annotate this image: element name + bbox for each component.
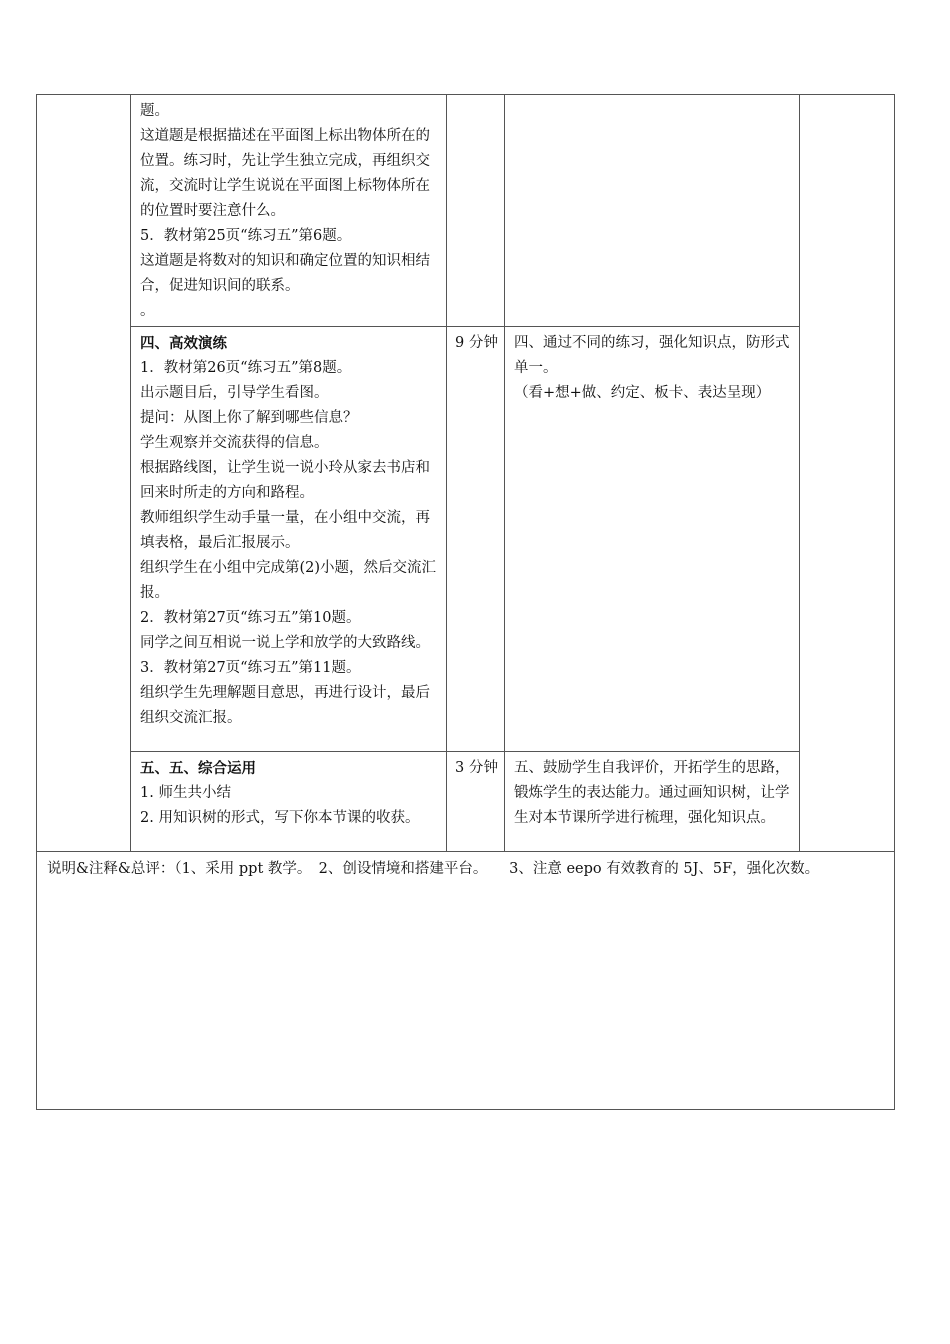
- process-line: 2. 用知识树的形式，写下你本节课的收获。: [140, 810, 420, 826]
- process-line: 。: [140, 303, 155, 319]
- process-line: 出示题目后，引导学生看图。: [140, 385, 329, 401]
- process-line: 2．教材第27页“练习五”第10题。: [140, 610, 361, 626]
- process-line: 这道题是将数对的知识和确定位置的知识相结合，促进知识间的联系。: [140, 253, 430, 294]
- section-title: 四、高效演练: [140, 335, 227, 352]
- table-row: [37, 95, 895, 327]
- intent-cell: [505, 95, 800, 327]
- intent-line: 四、通过不同的练习，强化知识点，防形式单一。: [514, 335, 790, 376]
- process-cell: [131, 752, 447, 852]
- section-title: 五、五、综合运用: [140, 760, 256, 777]
- process-cell: [131, 95, 447, 327]
- note-row: [37, 852, 895, 1110]
- intent-line: （看+想+做、约定、板卡、表达呈现）: [514, 385, 771, 401]
- note-cell: [37, 852, 895, 1110]
- left-empty-cell: [37, 95, 131, 852]
- time-cell: [447, 327, 505, 752]
- process-cell: [131, 327, 447, 752]
- process-line: 5．教材第25页“练习五”第6题。: [140, 228, 352, 244]
- intent-cell: [505, 752, 800, 852]
- process-line: 组织学生在小组中完成第(2)小题，然后交流汇报。: [140, 560, 437, 601]
- process-line: 1．教材第26页“练习五”第8题。: [140, 360, 352, 376]
- process-line: 提问：从图上你了解到哪些信息？: [140, 410, 358, 426]
- process-line: 题。: [140, 103, 169, 119]
- time-cell: [447, 95, 505, 327]
- lesson-plan-table: [36, 94, 895, 1110]
- right-empty-cell: [800, 95, 895, 852]
- time-text: [447, 95, 504, 101]
- time-text: 9 分钟: [455, 335, 498, 351]
- process-line: 这道题是根据描述在平面图上标出物体所在的位置。练习时，先让学生独立完成，再组织交流，交流时让学生说说在平面图上标物体所在的位置时要注意什么。: [140, 128, 430, 219]
- summary-note: 说明&注释&总评：（1、采用 ppt 教学。 2、创设情境和搭建平台。 3、注意 eepo 有效教育的 5J、5F，强化次数。: [47, 861, 820, 877]
- table-row: [37, 327, 895, 752]
- process-line: 根据路线图，让学生说一说小玲从家去书店和回来时所走的方向和路程。: [140, 460, 430, 501]
- time-cell: [447, 752, 505, 852]
- process-line: 1. 师生共小结: [140, 785, 231, 801]
- process-line: 同学之间互相说一说上学和放学的大致路线。: [140, 635, 430, 651]
- process-line: 教师组织学生动手量一量，在小组中交流，再填表格，最后汇报展示。: [140, 510, 430, 551]
- time-text: 3 分钟: [455, 760, 498, 776]
- process-line: 组织学生先理解题目意思，再进行设计，最后组织交流汇报。: [140, 685, 430, 726]
- process-line: 学生观察并交流获得的信息。: [140, 435, 329, 451]
- intent-line: 五、鼓励学生自我评价，开拓学生的思路，锻炼学生的表达能力。通过画知识树，让学生对本节课所学进行梳理，强化知识点。: [514, 760, 790, 826]
- intent-cell: [505, 327, 800, 752]
- table-row: [37, 752, 895, 852]
- process-line: 3．教材第27页“练习五”第11题。: [140, 660, 361, 676]
